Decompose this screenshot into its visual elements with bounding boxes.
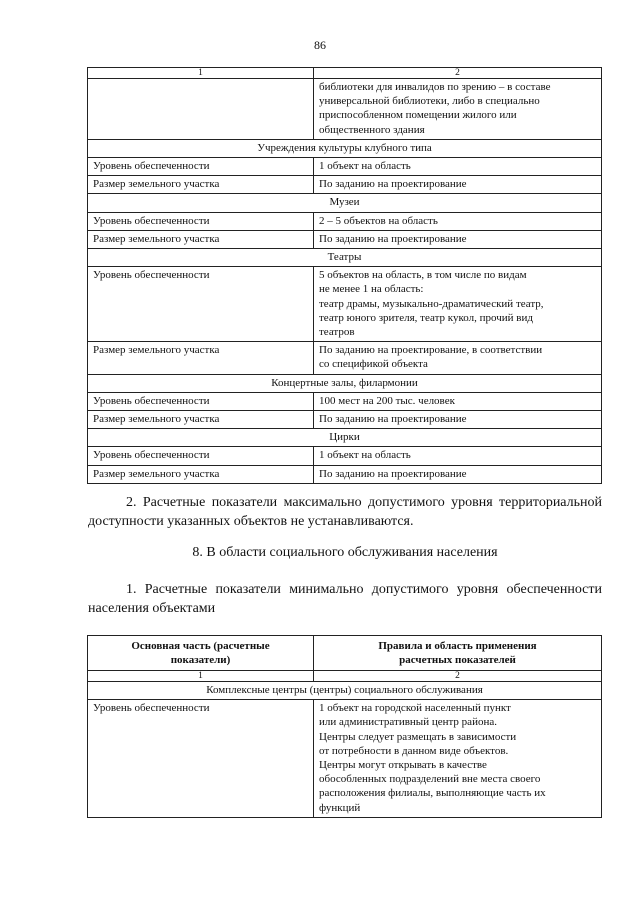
section-title: Комплексные центры (центры) социального обслуживания <box>88 682 602 700</box>
column-header: Основная часть (расчетные показатели) <box>88 636 314 671</box>
column-number: 1 <box>88 671 314 682</box>
section-title: Концертные залы, филармонии <box>88 374 602 392</box>
row-label: Размер земельного участка <box>88 230 314 248</box>
section-title: Цирки <box>88 429 602 447</box>
paragraph-min-provision: 1. Расчетные показатели минимально допустимого уровня обеспеченности населения объектами <box>88 582 602 616</box>
section-title: Театры <box>88 249 602 267</box>
row-label: Уровень обеспеченности <box>88 267 314 342</box>
table-row <box>88 176 602 194</box>
row-value: 1 объект на область <box>314 158 602 176</box>
column-number: 1 <box>88 68 314 79</box>
row-value: 100 мест на 200 тыс. человек <box>314 392 602 410</box>
row-value: По заданию на проектирование, в соответствии со спецификой объекта <box>314 342 602 374</box>
row-value: По заданию на проектирование <box>314 176 602 194</box>
row-label: Уровень обеспеченности <box>88 700 314 818</box>
section-header-row <box>88 682 602 700</box>
continuation-cell: библиотеки для инвалидов по зрению – в составе универсальной библиотеки, либо в специально приспособленном помещении жилого или общественного здания <box>314 79 602 140</box>
table-row <box>88 447 602 465</box>
table-row <box>88 230 602 248</box>
column-number: 2 <box>314 68 602 79</box>
row-value: По заданию на проектирование <box>314 411 602 429</box>
row-label: Уровень обеспеченности <box>88 447 314 465</box>
section-header-row <box>88 249 602 267</box>
column-number-row <box>88 671 602 682</box>
paragraph-max-accessibility: 2. Расчетные показатели максимально допустимого уровня территориальной доступности указанных объектов не устанавливаются. <box>88 495 602 529</box>
section-header-row <box>88 429 602 447</box>
table-row <box>88 79 602 140</box>
social-services-table <box>87 635 602 818</box>
column-number: 2 <box>314 671 602 682</box>
column-number-row <box>88 68 602 79</box>
section-header-row <box>88 374 602 392</box>
header-row <box>88 636 602 671</box>
row-label: Уровень обеспеченности <box>88 158 314 176</box>
table-row <box>88 392 602 410</box>
table-row <box>88 267 602 342</box>
empty-cell <box>88 79 314 140</box>
row-value: 5 объектов на область, в том числе по видам не менее 1 на область: театр драмы, музыкально-драматический театр, театр юного зрителя, театр кукол, прочий вид театров <box>314 267 602 342</box>
table-row <box>88 465 602 483</box>
section-header-row <box>88 194 602 212</box>
table-row <box>88 700 602 818</box>
row-value: 2 – 5 объектов на область <box>314 212 602 230</box>
column-header: Правила и область применения расчетных показателей <box>314 636 602 671</box>
row-label: Уровень обеспеченности <box>88 212 314 230</box>
table-row <box>88 411 602 429</box>
row-value: По заданию на проектирование <box>314 465 602 483</box>
table-row <box>88 342 602 374</box>
section-header-row <box>88 139 602 157</box>
table-row <box>88 212 602 230</box>
row-label: Уровень обеспеченности <box>88 392 314 410</box>
row-value: 1 объект на область <box>314 447 602 465</box>
row-label: Размер земельного участка <box>88 465 314 483</box>
page-number: 86 <box>314 38 326 52</box>
row-label: Размер земельного участка <box>88 176 314 194</box>
table-row <box>88 158 602 176</box>
culture-facilities-table <box>87 67 602 484</box>
section-heading: 8. В области социального обслуживания населения <box>192 545 498 560</box>
row-value: 1 объект на городской населенный пункт или административный центр района. Центры следует размещать в зависимости от потребности в данном виде объектов. Центры могут открывать в качестве обособленных подразделений вне места своего расположения филиалы, выполняющие часть их функций <box>314 700 602 818</box>
row-value: По заданию на проектирование <box>314 230 602 248</box>
section-title: Музеи <box>88 194 602 212</box>
row-label: Размер земельного участка <box>88 342 314 374</box>
row-label: Размер земельного участка <box>88 411 314 429</box>
section-title: Учреждения культуры клубного типа <box>88 139 602 157</box>
